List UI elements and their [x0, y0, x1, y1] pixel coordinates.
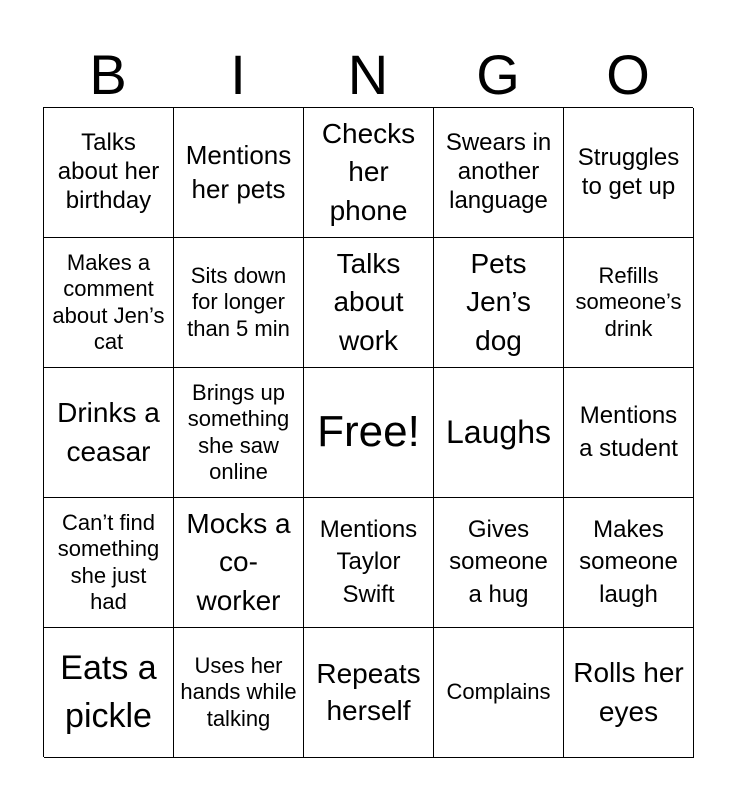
bingo-cell[interactable]: Uses her hands while talking: [174, 628, 304, 758]
bingo-cell[interactable]: Sits down for longer than 5 min: [174, 238, 304, 368]
header-letter-n: N: [347, 43, 389, 106]
bingo-header: [43, 44, 693, 106]
bingo-cell[interactable]: Mocks a co-worker: [174, 498, 304, 628]
header-letter-i: I: [230, 43, 246, 106]
bingo-cell[interactable]: Brings up something she saw online: [174, 368, 304, 498]
bingo-cell[interactable]: Pets Jen’s dog: [434, 238, 564, 368]
bingo-cell[interactable]: Rolls her eyes: [564, 628, 694, 758]
bingo-cell[interactable]: Gives someone a hug: [434, 498, 564, 628]
header-letter-g: G: [476, 43, 520, 106]
free-cell[interactable]: Free!: [304, 368, 434, 498]
header-letter-b: B: [89, 43, 127, 106]
bingo-cell[interactable]: Refills someone’s drink: [564, 238, 694, 368]
bingo-cell[interactable]: Drinks a ceasar: [44, 368, 174, 498]
bingo-cell[interactable]: Swears in another language: [434, 108, 564, 238]
bingo-cell[interactable]: Eats a pickle: [44, 628, 174, 758]
bingo-cell[interactable]: Can’t find something she just had: [44, 498, 174, 628]
bingo-cell[interactable]: Talks about her birthday: [44, 108, 174, 238]
bingo-cell[interactable]: Mentions a student: [564, 368, 694, 498]
bingo-cell[interactable]: Complains: [434, 628, 564, 758]
header-letter-o: O: [606, 43, 650, 106]
bingo-cell[interactable]: Struggles to get up: [564, 108, 694, 238]
bingo-board: [43, 107, 693, 757]
bingo-cell[interactable]: Talks about work: [304, 238, 434, 368]
bingo-cell[interactable]: Laughs: [434, 368, 564, 498]
bingo-cell[interactable]: Makes a comment about Jen’s cat: [44, 238, 174, 368]
bingo-cell[interactable]: Mentions her pets: [174, 108, 304, 238]
bingo-cell[interactable]: Mentions Taylor Swift: [304, 498, 434, 628]
bingo-cell[interactable]: Checks her phone: [304, 108, 434, 238]
bingo-cell[interactable]: Makes someone laugh: [564, 498, 694, 628]
bingo-cell[interactable]: Repeats herself: [304, 628, 434, 758]
